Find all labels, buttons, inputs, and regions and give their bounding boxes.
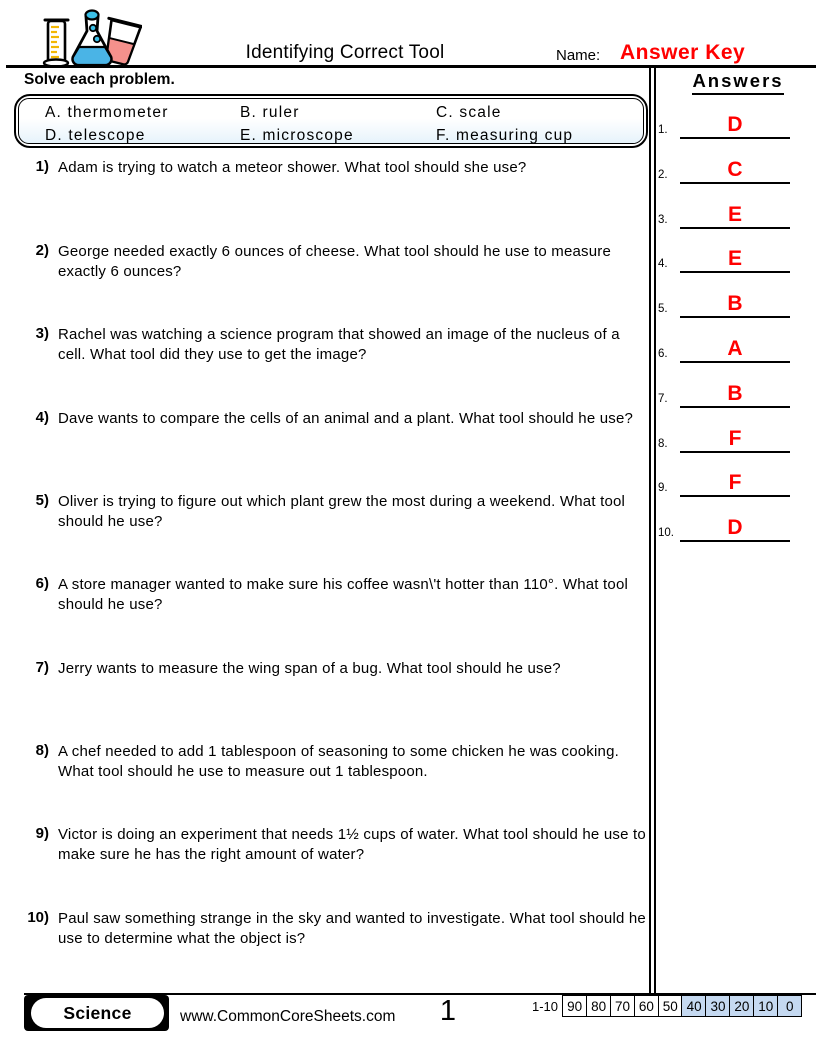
question-number: 1) — [35, 158, 49, 175]
answer-blank-line — [680, 182, 790, 184]
question-text: A store manager wanted to make sure his coffee wasn\'t hotter than 110°. What tool should he use? — [58, 576, 629, 613]
answer-row-6 — [652, 319, 812, 363]
score-cell: 50 — [658, 995, 683, 1017]
question-number: 9) — [35, 825, 49, 842]
page-number: 1 — [439, 995, 457, 1027]
question-number: 3) — [35, 325, 49, 342]
question-text: Adam is trying to watch a meteor shower. What tool should she use? — [58, 159, 527, 176]
answer-row-1 — [652, 95, 812, 139]
answer-value: D — [727, 113, 743, 136]
answer-blank-line — [680, 406, 790, 408]
answer-number: 5. — [658, 303, 668, 315]
answer-value: E — [727, 203, 742, 226]
question-text: Rachel was watching a science program that showed an image of the nucleus of a cell. What tool did they use to get the image? — [58, 326, 620, 363]
answer-row-9 — [652, 453, 812, 497]
header-divider — [6, 65, 816, 68]
website-url: www.CommonCoreSheets.com — [180, 1008, 396, 1025]
question-number: 2) — [35, 242, 49, 259]
answer-number: 7. — [658, 393, 668, 405]
word-bank-option-f: F. measuring cup — [436, 127, 574, 144]
answer-number: 3. — [658, 214, 668, 226]
score-grid — [562, 995, 802, 1017]
erlenmeyer-flask — [73, 11, 112, 66]
score-cell: 40 — [681, 995, 706, 1017]
word-bank-option-c: C. scale — [436, 104, 502, 121]
question-text: Victor is doing an experiment that needs 1½ cups of water. What tool should he use to make sure he has the right amount of water? — [58, 826, 646, 863]
name-label: Name: — [556, 47, 601, 64]
answers-heading-wrap — [660, 70, 816, 95]
score-cell: 80 — [586, 995, 611, 1017]
answer-row-10 — [652, 498, 812, 542]
question-text: George needed exactly 6 ounces of cheese. What tool should he use to measure exactly 6 ounces? — [58, 243, 612, 280]
word-bank-option-d: D. telescope — [45, 127, 146, 144]
subject-label: Science — [31, 998, 164, 1028]
question-number: 6) — [35, 575, 49, 592]
answer-value: C — [727, 158, 743, 181]
page-title: Identifying Correct Tool — [245, 42, 445, 63]
answer-blank-line — [680, 271, 790, 273]
answer-number: 4. — [658, 258, 668, 270]
score-cell: 90 — [562, 995, 587, 1017]
answer-value: D — [727, 516, 743, 539]
answer-number: 2. — [658, 169, 668, 181]
answer-blank-line — [680, 137, 790, 139]
answer-value: E — [727, 247, 742, 270]
answers-heading: Answers — [692, 70, 783, 95]
word-bank-option-b: B. ruler — [240, 104, 300, 121]
word-bank-option-e: E. microscope — [240, 127, 354, 144]
answer-value: A — [727, 337, 743, 360]
answer-blank-line — [680, 495, 790, 497]
answer-row-4 — [652, 229, 812, 273]
score-cell: 60 — [634, 995, 659, 1017]
answer-row-5 — [652, 274, 812, 318]
score-cell: 30 — [705, 995, 730, 1017]
answer-value: F — [728, 427, 742, 450]
answer-blank-line — [680, 361, 790, 363]
question-text: Jerry wants to measure the wing span of a bug. What tool should he use? — [58, 660, 561, 677]
answer-value: B — [727, 292, 743, 315]
question-text: Oliver is trying to figure out which plant grew the most during a weekend. What tool should he use? — [58, 493, 626, 530]
answer-value: F — [728, 471, 742, 494]
question-number: 5) — [35, 492, 49, 509]
question-number: 4) — [35, 409, 49, 426]
instructions: Solve each problem. — [24, 71, 175, 88]
name-value-answer-key: Answer Key — [620, 41, 746, 64]
word-bank-inner — [18, 98, 644, 144]
question-number: 8) — [35, 742, 49, 759]
question-text: A chef needed to add 1 tablespoon of seasoning to some chicken he was cooking. What tool should he use to measure out 1 tablespoon. — [58, 743, 619, 780]
score-cell: 10 — [753, 995, 778, 1017]
answer-number: 6. — [658, 348, 668, 360]
answer-row-2 — [652, 140, 812, 184]
answer-row-3 — [652, 185, 812, 229]
answer-number: 1. — [658, 124, 668, 136]
question-number: 10) — [27, 909, 49, 926]
score-cell: 20 — [729, 995, 754, 1017]
question-text: Dave wants to compare the cells of an animal and a plant. What tool should he use? — [58, 410, 634, 427]
subject-badge — [24, 995, 169, 1031]
answer-row-7 — [652, 364, 812, 408]
answer-row-8 — [652, 409, 812, 453]
answer-number: 9. — [658, 482, 668, 494]
answer-blank-line — [680, 316, 790, 318]
answer-blank-line — [680, 540, 790, 542]
graduated-cylinder — [44, 20, 68, 67]
word-bank — [14, 94, 648, 148]
question-number: 7) — [35, 659, 49, 676]
score-range-label: 1-10 — [531, 999, 558, 1014]
word-bank-option-a: A. thermometer — [45, 104, 169, 121]
answer-number: 8. — [658, 438, 668, 450]
question-text: Paul saw something strange in the sky and wanted to investigate. What tool should he use to determine what the object is? — [58, 910, 646, 947]
score-cell: 70 — [610, 995, 635, 1017]
score-cell: 0 — [777, 995, 802, 1017]
answer-number: 10. — [658, 527, 674, 539]
answer-value: B — [727, 382, 743, 405]
